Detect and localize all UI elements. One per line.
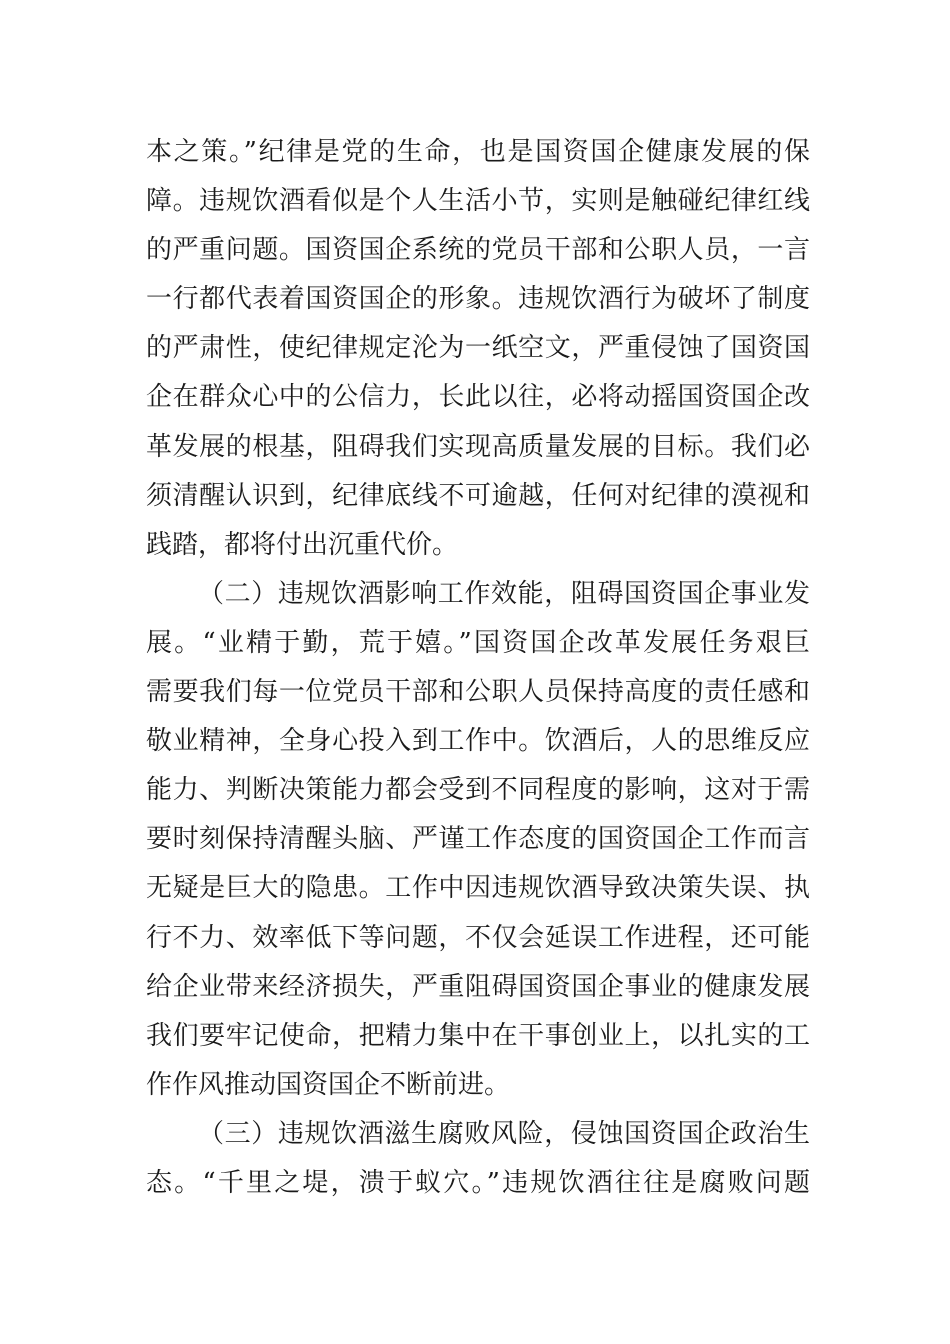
- text-line: （二）违规饮酒影响工作效能，阻碍国资国企事业发: [198, 578, 810, 609]
- text-line: 我们要牢记使命，把精力集中在干事创业上，以扎实的工: [146, 1020, 810, 1051]
- text-line: （三）违规饮酒滋生腐败风险，侵蚀国资国企政治生: [198, 1118, 810, 1149]
- text-line: 的严重问题。国资国企系统的党员干部和公职人员，一言: [146, 235, 810, 266]
- text-line: 行不力、效率低下等问题，不仅会延误工作进程，还可能: [146, 922, 810, 953]
- text-line: 需要我们每一位党员干部和公职人员保持高度的责任感和: [146, 677, 810, 708]
- text-line: 的严肃性，使纪律规定沦为一纸空文，严重侵蚀了国资国: [146, 333, 810, 364]
- text-line: 作作风推动国资国企不断前进。: [146, 1069, 511, 1100]
- text-line: 践踏，都将付出沉重代价。: [146, 529, 459, 560]
- text-line: 一行都代表着国资国企的形象。违规饮酒行为破坏了制度: [146, 284, 810, 315]
- text-line: 革发展的根基，阻碍我们实现高质量发展的目标。我们必: [146, 431, 810, 462]
- text-line: 本之策。”纪律是党的生命，也是国资国企健康发展的保: [146, 137, 810, 167]
- document-body: [146, 128, 810, 1208]
- text-line: 态。“千里之堤，溃于蚁穴。”违规饮酒往往是腐败问题: [146, 1167, 810, 1198]
- text-line: 障。违规饮酒看似是个人生活小节，实则是触碰纪律红线: [146, 186, 810, 217]
- text-line: 企在群众心中的公信力，长此以往，必将动摇国资国企改: [146, 382, 810, 413]
- text-line: 无疑是巨大的隐患。工作中因违规饮酒导致决策失误、执: [146, 873, 810, 904]
- text-line: 须清醒认识到，纪律底线不可逾越，任何对纪律的漠视和: [146, 480, 810, 511]
- text-line: 展。“业精于勤，荒于嬉。”国资国企改革发展任务艰巨: [146, 627, 810, 658]
- text-line: 能力、判断决策能力都会受到不同程度的影响，这对于需: [146, 775, 810, 806]
- text-line: 要时刻保持清醒头脑、严谨工作态度的国资国企工作而言: [146, 824, 810, 855]
- text-line: 敬业精神，全身心投入到工作中。饮酒后，人的思维反应: [146, 726, 810, 757]
- text-line: 给企业带来经济损失，严重阻碍国资国企事业的健康发展: [146, 971, 810, 1002]
